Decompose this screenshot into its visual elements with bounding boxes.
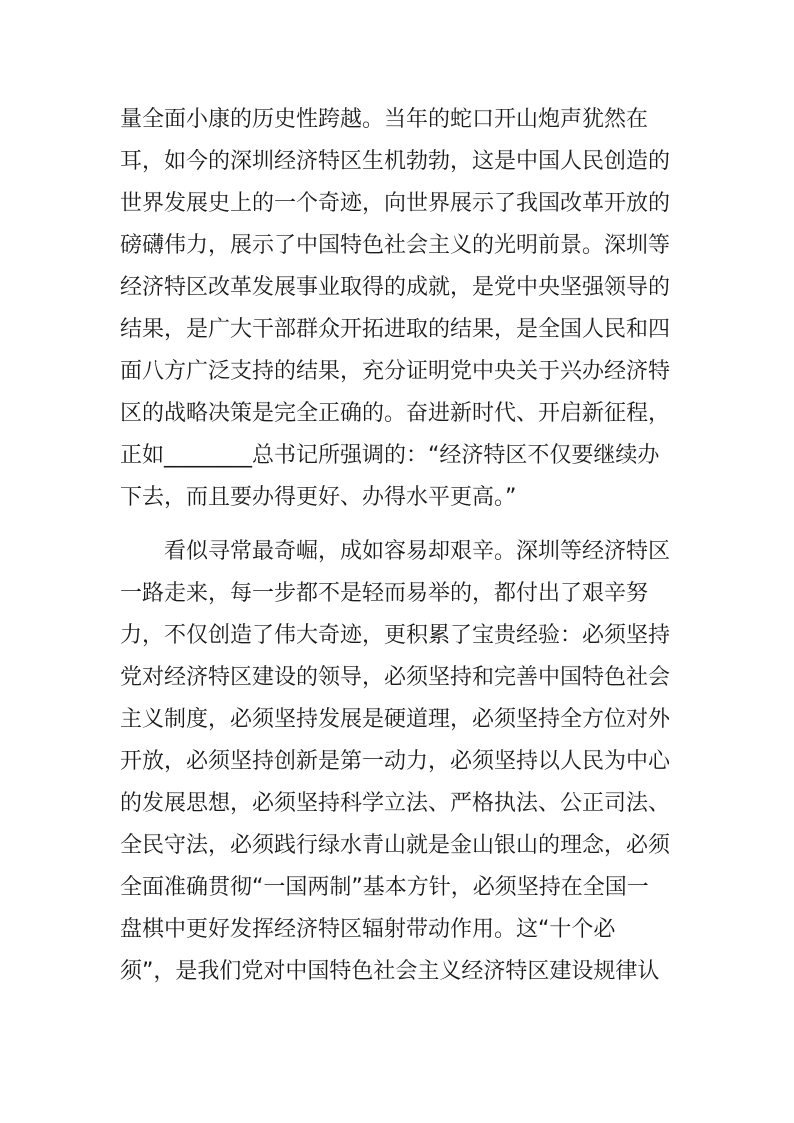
text-line: 经济特区改革发展事业取得的成就，是党中央坚强领导的 — [120, 275, 671, 300]
text-line: 一路走来，每一步都不是轻而易举的，都付出了艰辛努 — [120, 581, 649, 606]
text-line: 面八方广泛支持的结果，充分证明党中央关于兴办经济特 — [120, 359, 671, 384]
text-line: 看似寻常最奇崛，成如容易却艰辛。深圳等经济特区 — [164, 539, 671, 564]
text-line: 力，不仅创造了伟大奇迹，更积累了宝贵经验：必须坚持 — [120, 623, 671, 648]
text-line: 正如________总书记所强调的：“经济特区不仅要继续办 — [120, 443, 660, 468]
text-line: 开放，必须坚持创新是第一动力，必须坚持以人民为中心 — [120, 749, 671, 774]
text-line: 主义制度，必须坚持发展是硬道理，必须坚持全方位对外 — [120, 707, 671, 732]
text-line: 的发展思想，必须坚持科学立法、严格执法、公正司法、 — [120, 791, 671, 816]
text-line: 下去，而且要办得更好、办得水平更高。” — [120, 485, 517, 510]
text-line: 量全面小康的历史性跨越。当年的蛇口开山炮声犹然在 — [120, 107, 649, 132]
text-line: 耳，如今的深圳经济特区生机勃勃，这是中国人民创造的 — [120, 149, 671, 174]
text-line: 磅礴伟力，展示了中国特色社会主义的光明前景。深圳等 — [120, 233, 671, 258]
text-line: 全面准确贯彻“一国两制”基本方针，必须坚持在全国一 — [120, 875, 649, 900]
text-line: 世界发展史上的一个奇迹，向世界展示了我国改革开放的 — [120, 191, 671, 216]
text-line: 结果，是广大干部群众开拓进取的结果，是全国人民和四 — [120, 317, 671, 342]
text-line: 区的战略决策是完全正确的。奋进新时代、开启新征程， — [120, 401, 671, 426]
text-line: 全民守法，必须践行绿水青山就是金山银山的理念，必须 — [120, 833, 671, 858]
text-line: 须”，是我们党对中国特色社会主义经济特区建设规律认 — [120, 959, 660, 984]
text-line: 党对经济特区建设的领导，必须坚持和完善中国特色社会 — [120, 665, 671, 690]
text-line: 盘棋中更好发挥经济特区辐射带动作用。这“十个必 — [120, 917, 616, 942]
